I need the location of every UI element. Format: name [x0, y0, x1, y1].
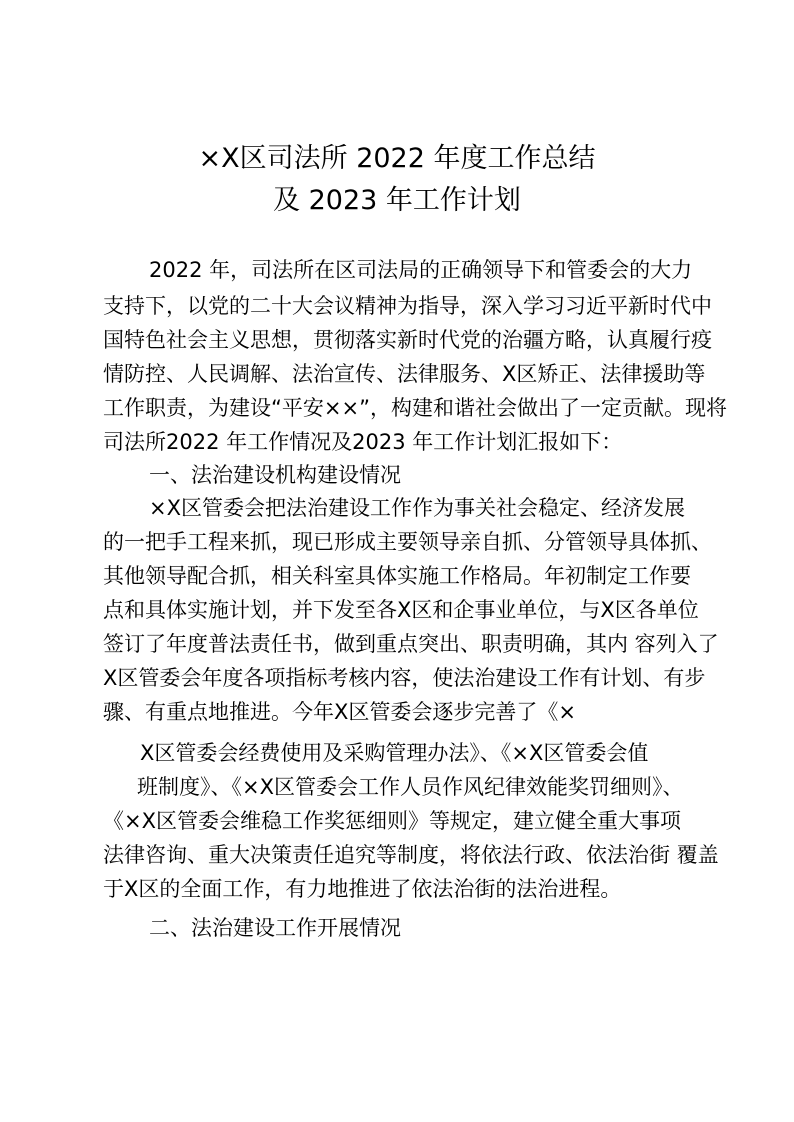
body-text-line: 班制度》、《×X区管委会工作人员作风纪律效能奖罚细则》、: [137, 775, 684, 799]
body-text-line: 法律咨询、重大决策责任追究等制度，将依法行政、依法治街 覆盖: [103, 843, 719, 867]
body-text-line: X区管委会经费使用及采购管理办法》、《×X区管委会值: [140, 741, 649, 765]
section-heading: 一、法治建设机构建设情况: [149, 463, 401, 487]
body-text-line: 于X区的全面工作，有力地推进了依法治街的法治进程。: [103, 877, 622, 901]
body-text-line: 签订了年度普法责任书，做到重点突出、职责明确，其内 容列入了: [103, 632, 719, 656]
body-text-line: 支持下，以党的二十大会议精神为指导，深入学习习近平新时代中: [103, 294, 712, 318]
body-text-line: 司法所2022 年工作情况及2023 年工作计划汇报如下：: [103, 430, 623, 454]
document-title-line-2: 及 2023 年工作计划: [273, 185, 521, 216]
body-text-line: X区管委会年度各项指标考核内容，使法治建设工作有计划、有步: [103, 666, 706, 690]
body-text-line: 骤、有重点地推进。今年X区管委会逐步完善了《×: [103, 700, 576, 724]
document-title-line-1: ×X区司法所 2022 年度工作总结: [198, 143, 596, 174]
body-text-line: 情防控、人民调解、法治宣传、法律服务、X区矫正、法律援助等: [103, 362, 706, 386]
section-heading: 二、法治建设工作开展情况: [149, 916, 401, 940]
body-text-line: 2022 年，司法所在区司法局的正确领导下和管委会的大力: [149, 258, 693, 282]
body-text-line: 工作职责，为建设“平安××”，构建和谐社会做出了一定贡献。现将: [103, 396, 727, 420]
body-text-line: 点和具体实施计划，并下发至各X区和企事业单位，与X区各单位: [103, 598, 699, 622]
body-text-line: ×X区管委会把法治建设工作作为事关社会稳定、经济发展: [149, 496, 685, 520]
body-text-line: 国特色社会主义思想，贯彻落实新时代党的治疆方略，认真履行疫: [103, 328, 712, 352]
body-text-line: 的一把手工程来抓，现已形成主要领导亲自抓、分管领导具体抓、: [103, 530, 712, 554]
body-text-line: 《×X区管委会维稳工作奖惩细则》等规定，建立健全重大事项: [103, 809, 681, 833]
body-text-line: 其他领导配合抓，相关科室具体实施工作格局。年初制定工作要: [103, 564, 691, 588]
